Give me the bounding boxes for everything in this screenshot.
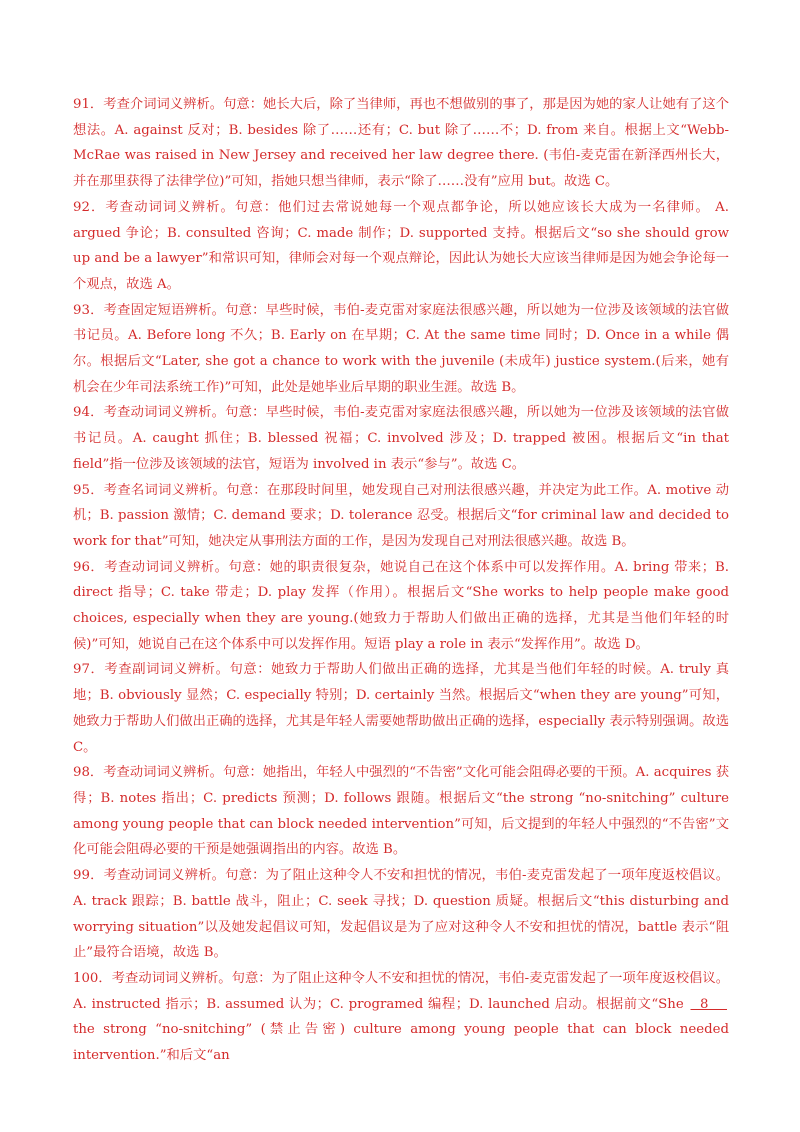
explanation-98: 98．考查动词词义辨析。句意：她指出，年轻人中强烈的“不告密”文化可能会阻碍必要的干预。A. acquires 获得；B. notes 指出；C. predicts 预测；D. follows 跟随。根据后文“the strong “no-snitching” culture among young people that can block needed intervention”可知，后文提到的年轻人中强烈的“不告密”文化可能会阻碍必要的干预是她强调指出的内容。故选 B。 <box>73 765 729 858</box>
explanation-94: 94．考查动词词义辨析。句意：早些时候，韦伯-麦克雷对家庭法很感兴趣，所以她为一位涉及该领域的法官做书记员。A. caught 抓住；B. blessed 祝福；C. involved 涉及；D. trapped 被困。根据后文“in that field”指一位涉及该领域的法官，短语为 involved in 表示“参与”。故选 C。 <box>73 405 729 472</box>
blank-label: 8 <box>700 996 709 1012</box>
explanation-93: 93．考查固定短语辨析。句意：早些时候，韦伯-麦克雷对家庭法很感兴趣，所以她为一位涉及该领域的法官做书记员。A. Before long 不久；B. Early on 在早期；C. At the same time 同时；D. Once in a while 偶尔。根据后文“Later, she got a chance to work with the juvenile (未成年) justice system.(后来，她有机会在少年司法系统工作)”可知，此处是她毕业后早期的职业生涯。故选 B。 <box>73 302 729 395</box>
explanation-91: 91．考查介词词义辨析。句意：她长大后，除了当律师，再也不想做别的事了，那是因为她的家人让她有了这个想法。A. against 反对；B. besides 除了……还有；C. but 除了……不；D. from 来自。根据上文“Webb-McRae was raised in New Jersey and received her law degree there. (韦伯-麦克雷在新泽西州长大，并在那里获得了法律学位)”可知，指她只想当律师，表示“除了……没有”应用 but。故选 C。 <box>73 97 729 190</box>
explanation-100 <box>73 966 729 1069</box>
explanation-96: 96．考查动词词义辨析。句意：她的职责很复杂，她说自己在这个体系中可以发挥作用。A. bring 带来；B. direct 指导；C. take 带走；D. play 发挥（作用）。根据后文“She works to help people make good choices, especially when they are young.(她致力于帮助人们做出正确的选择，尤其是当他们年轻的时候)”可知，她说自己在这个体系中可以发挥作用。短语 play a role in 表示“发挥作用”。故选 D。 <box>73 559 729 652</box>
blank-number <box>689 997 729 1012</box>
explanation-95: 95．考查名词词义辨析。句意：在那段时间里，她发现自己对刑法很感兴趣，并决定为此工作。A. motive 动机；B. passion 激情；C. demand 要求；D. tolerance 忍受。根据后文“for criminal law and decided to work for that”可知，她决定从事刑法方面的工作，是因为发现自己对刑法很感兴趣。故选 B。 <box>73 482 729 549</box>
explanation-99: 99．考查动词词义辨析。句意：为了阻止这种令人不安和担忧的情况，韦伯-麦克雷发起了一项年度返校倡议。A. track 跟踪；B. battle 战斗，阻止；C. seek 寻找；D. question 质疑。根据后文“this disturbing and worrying situation”以及她发起倡议可知，发起倡议是为了应对这种令人不安和担忧的情况，battle 表示“阻止”最符合语境，故选 B。 <box>73 868 729 961</box>
explanation-97: 97．考查副词词义辨析。句意：她致力于帮助人们做出正确的选择，尤其是当他们年轻的时候。A. truly 真地；B. obviously 显然；C. especially 特别；D. certainly 当然。根据后文“when they are young”可知，她致力于帮助人们做出正确的选择，尤其是年轻人需要她帮助做出正确的选择，especially 表示特别强调。故选 C。 <box>73 662 730 755</box>
answer-explanations <box>73 92 729 1069</box>
explanation-92: 92．考查动词词义辨析。句意：他们过去常说她每一个观点都争论，所以她应该长大成为一名律师。 A. argued 争论；B. consulted 咨询；C. made 制作；D. supported 支持。根据后文“so she should grow up and be a lawyer”和常识可知，律师会对每一个观点辩论，因此认为她长大应该当律师是因为她会争论每一个观点，故选 A。 <box>73 199 729 292</box>
explanation-100-continued: the strong “no-snitching” (禁止告密) culture among young people that can block needed intervention.”和后文“an <box>73 1022 729 1064</box>
explanation-100-text: 100．考查动词词义辨析。句意：为了阻止这种令人不安和担忧的情况，韦伯-麦克雷发起了一项年度返校倡议。A. instructed 指示；B. assumed 认为；C. programed 编程；D. launched 启动。根据前文“She <box>73 970 729 1012</box>
